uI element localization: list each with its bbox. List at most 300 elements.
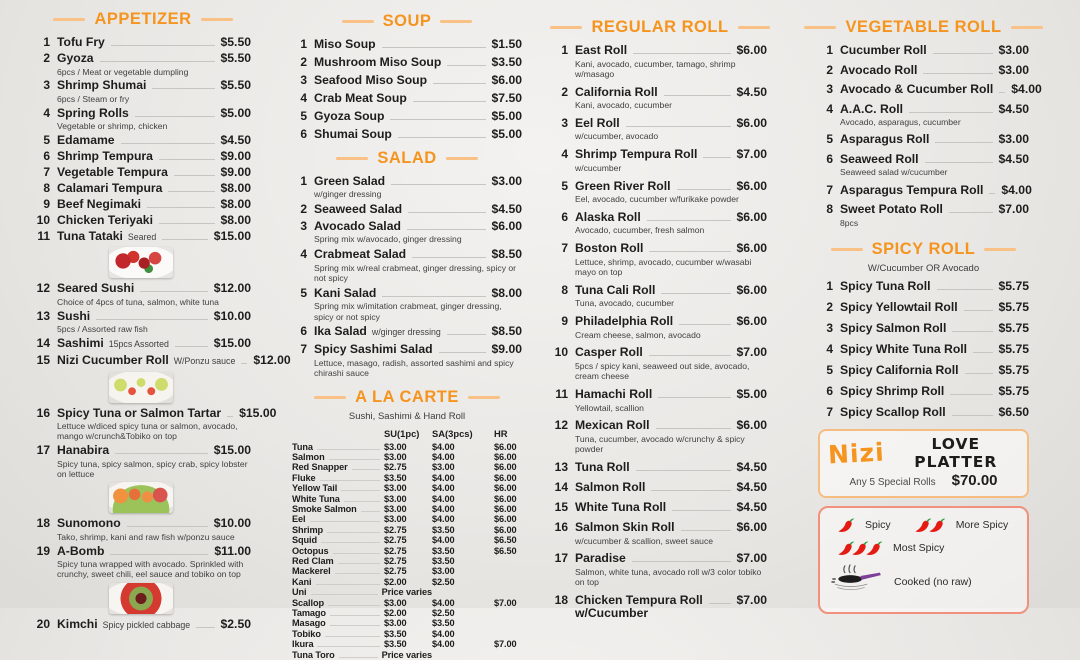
- item-number: 5: [292, 287, 314, 301]
- alacarte-item-name: Salmon: [292, 452, 325, 462]
- alacarte-sushi-price: $3.00: [384, 514, 432, 524]
- leader-line: [329, 459, 380, 460]
- menu-item: [35, 310, 251, 335]
- leader-line: [661, 293, 730, 294]
- item-name: Spicy Shrimp Roll: [840, 385, 944, 399]
- legend-row-cooked: [830, 562, 1017, 601]
- alacarte-sashimi-price: $4.00: [432, 639, 484, 649]
- alacarte-row: [292, 535, 522, 545]
- menu-item: [818, 203, 1029, 228]
- item-price: $5.75: [999, 280, 1030, 294]
- item-number: 11: [553, 388, 575, 402]
- item-price: $8.50: [492, 325, 523, 339]
- menu-item-row: [35, 107, 251, 121]
- menu-item-row: [35, 36, 251, 50]
- menu-item: [553, 594, 767, 621]
- leader-line: [127, 526, 208, 527]
- item-number: 11: [35, 230, 57, 244]
- menu-item-row: [553, 44, 767, 58]
- item-description: Vegetable or shrimp, chicken: [57, 121, 251, 131]
- item-price: $4.50: [737, 461, 768, 475]
- alacarte-sushi-price: $2.75: [384, 566, 432, 576]
- item-price: $5.50: [221, 52, 252, 66]
- menu-item: [35, 107, 251, 132]
- item-name: Salmon Skin Roll: [575, 521, 675, 535]
- alacarte-item-name: Tuna: [292, 442, 313, 452]
- spicy-roll-items: [818, 280, 1029, 420]
- leader-line: [341, 490, 380, 491]
- alacarte-sushi-price: $3.00: [384, 452, 432, 462]
- leader-line: [330, 625, 380, 626]
- pan-icon: [830, 562, 886, 601]
- item-price: $4.50: [737, 501, 768, 515]
- leader-line: [159, 159, 215, 160]
- item-description: Spring mix w/imitation crabmeat, ginger dressing, spicy or not spicy: [314, 301, 522, 322]
- alacarte-sashimi-price: $3.00: [432, 462, 484, 472]
- item-name: Tuna Tataki: [57, 230, 123, 244]
- leader-line: [352, 469, 380, 470]
- item-name: Tofu Fry: [57, 36, 105, 50]
- menu-item-row: [292, 74, 522, 88]
- item-price: $6.00: [737, 419, 768, 433]
- alacarte-row: [292, 650, 522, 660]
- item-price: $10.00: [214, 517, 251, 531]
- leader-line: [390, 119, 485, 120]
- love-platter-title-row: [828, 435, 1019, 471]
- leader-line: [672, 510, 730, 511]
- item-price: $3.00: [999, 64, 1030, 78]
- menu-item: [35, 282, 251, 307]
- item-price: $3.50: [492, 56, 523, 70]
- item-description: Seaweed salad w/cucumber: [840, 167, 1029, 177]
- menu-item-row: [553, 501, 767, 515]
- legend-row-spicy: [830, 516, 1017, 534]
- item-number: 8: [35, 182, 57, 196]
- item-number: 8: [818, 203, 840, 217]
- item-name: Spring Rolls: [57, 107, 129, 121]
- leader-line: [949, 212, 993, 213]
- alacarte-sushi-price: $3.50: [384, 473, 432, 483]
- alacarte-sa-header: SA(3pcs): [432, 428, 484, 439]
- leader-line: [115, 453, 208, 454]
- item-price: $6.00: [737, 521, 768, 535]
- menu-item-row: [292, 248, 522, 262]
- item-price: $10.00: [214, 310, 251, 324]
- menu-item-row: [292, 325, 522, 340]
- item-name: Spicy Tuna or Salmon Tartar: [57, 407, 221, 421]
- alacarte-sashimi-price: $3.50: [432, 618, 484, 628]
- item-price: $5.75: [999, 301, 1030, 315]
- alacarte-sashimi-price: $4.00: [432, 629, 484, 639]
- item-number: 14: [553, 481, 575, 495]
- leader-line: [327, 532, 380, 533]
- menu-item-row: [35, 230, 251, 245]
- item-description: Tuna, avocado, cucumber: [575, 298, 767, 308]
- item-name: Hanabira: [57, 444, 109, 458]
- menu-item-row: [818, 280, 1029, 294]
- leader-line: [140, 291, 207, 292]
- item-description: Yellowtail, scallion: [575, 403, 767, 413]
- menu-item-row: [818, 103, 1029, 117]
- alacarte-sushi-price: $2.00: [384, 577, 432, 587]
- header-dash-left: [831, 248, 863, 251]
- alacarte-handroll-price: $6.00: [484, 525, 522, 535]
- item-number: 15: [553, 501, 575, 515]
- item-number: 12: [553, 419, 575, 433]
- leader-line: [649, 355, 731, 356]
- item-price: $4.50: [737, 481, 768, 495]
- item-description: Lettuce, masago, radish, assorted sashimi and spicy chirashi sauce: [314, 358, 522, 379]
- alacarte-item-name: Tamago: [292, 608, 326, 618]
- appetizer-items: [35, 36, 251, 632]
- leader-line: [110, 554, 208, 555]
- appetizer-title: APPETIZER: [94, 10, 191, 29]
- item-inline-note: Spicy pickled cabbage: [103, 619, 191, 633]
- food-photo: [109, 482, 173, 513]
- item-number: 4: [35, 107, 57, 121]
- leader-line: [391, 184, 485, 185]
- leader-line: [633, 53, 730, 54]
- leader-line: [333, 553, 380, 554]
- item-description: w/ginger dressing: [314, 189, 522, 199]
- salad-header: [292, 149, 522, 168]
- item-number: 4: [818, 103, 840, 117]
- item-description: 8pcs: [840, 218, 1029, 228]
- item-name: California Roll: [575, 86, 658, 100]
- item-price: $6.00: [737, 211, 768, 225]
- item-name: Spicy Salmon Roll: [840, 322, 946, 336]
- header-dash-right: [1011, 26, 1043, 29]
- item-inline-note: w/ginger dressing: [372, 326, 441, 340]
- leader-line: [973, 352, 992, 353]
- leader-line: [325, 636, 380, 637]
- menu-item: [818, 133, 1029, 147]
- menu-item-row: [553, 419, 767, 433]
- alacarte-row: [292, 442, 522, 452]
- item-price: $6.00: [492, 74, 523, 88]
- item-price: $6.50: [999, 406, 1030, 420]
- menu-item: [35, 52, 251, 77]
- menu-item: [818, 103, 1029, 128]
- alacarte-sushi-price: $2.75: [384, 525, 432, 535]
- alacarte-item-name: Tuna Toro: [292, 650, 335, 660]
- item-price: $6.00: [737, 180, 768, 194]
- item-number: 9: [553, 315, 575, 329]
- leader-line: [679, 324, 730, 325]
- menu-item-row: [553, 346, 767, 360]
- leader-line: [317, 449, 380, 450]
- item-number: 13: [35, 310, 57, 324]
- spice-legend: [818, 506, 1029, 614]
- menu-item: [35, 230, 251, 279]
- item-number: 6: [553, 211, 575, 225]
- vegetable-roll-header: [818, 18, 1029, 37]
- alacarte-row: [292, 504, 522, 514]
- item-number: 3: [553, 117, 575, 131]
- item-price: $4.50: [737, 86, 768, 100]
- item-name: Salmon Roll: [575, 481, 645, 495]
- item-price: $5.00: [221, 107, 252, 121]
- item-name: Spicy White Tuna Roll: [840, 343, 967, 357]
- item-name: East Roll: [575, 44, 627, 58]
- item-price: $4.50: [999, 103, 1030, 117]
- item-name: Beef Negimaki: [57, 198, 141, 212]
- menu-item-row: [553, 461, 767, 475]
- item-description: Salmon, white tuna, avocado roll w/3 color tobiko on top: [575, 567, 767, 588]
- item-number: 17: [553, 552, 575, 566]
- item-price: $3.00: [999, 44, 1030, 58]
- alacarte-item-name: Tobiko: [292, 629, 321, 639]
- alacarte-sushi-price: Price varies: [382, 650, 432, 660]
- menu-item-row: [553, 86, 767, 100]
- alacarte-item-name: Shrimp: [292, 525, 323, 535]
- alacarte-row: [292, 473, 522, 483]
- item-name: Avocado & Cucumber Roll: [840, 83, 993, 97]
- item-price: $7.00: [737, 594, 768, 608]
- item-name: Sweet Potato Roll: [840, 203, 943, 217]
- alacarte-item-name: Ikura: [292, 639, 313, 649]
- item-price: $4.00: [1001, 184, 1032, 198]
- menu-item: [292, 203, 522, 217]
- item-name: Shrimp Tempura Roll: [575, 148, 697, 162]
- leader-line: [709, 603, 731, 604]
- leader-line: [121, 143, 215, 144]
- legend-label-more-spicy: More Spicy: [956, 519, 1009, 531]
- item-price: $9.00: [221, 166, 252, 180]
- alacarte-row: [292, 556, 522, 566]
- item-number: 6: [818, 153, 840, 167]
- item-name: Seafood Miso Soup: [314, 74, 427, 88]
- header-dash-right: [201, 18, 233, 21]
- menu-item-row: [35, 150, 251, 164]
- item-price: $15.00: [214, 337, 251, 351]
- item-name: Boston Roll: [575, 242, 643, 256]
- regular-roll-title: REGULAR ROLL: [591, 18, 728, 37]
- leader-line: [96, 319, 208, 320]
- menu-item: [553, 501, 767, 515]
- alacarte-row: [292, 546, 522, 556]
- alacarte-sushi-price: $3.00: [384, 598, 432, 608]
- item-price: $5.75: [999, 364, 1030, 378]
- alacarte-sushi-price: $3.00: [384, 494, 432, 504]
- food-photo: [109, 583, 173, 614]
- double-chili-icon: [913, 516, 948, 534]
- item-price: $5.00: [492, 128, 523, 142]
- menu-item: [292, 56, 522, 70]
- leader-line: [681, 530, 731, 531]
- item-description: Tuna, cucumber, avocado w/crunchy & spicy powder: [575, 434, 767, 455]
- leader-line: [952, 331, 992, 332]
- leader-line: [447, 334, 486, 335]
- item-price: $7.00: [737, 552, 768, 566]
- regular-roll-header: [553, 18, 767, 37]
- alacarte-item-name: Scallop: [292, 598, 324, 608]
- leader-line: [174, 175, 215, 176]
- alacarte-row: [292, 525, 522, 535]
- legend-label-spicy: Spicy: [865, 519, 891, 531]
- salad-items: [292, 175, 522, 379]
- header-dash-right: [738, 26, 770, 29]
- alacarte-handroll-price: $6.00: [484, 494, 522, 504]
- menu-item-row: [818, 203, 1029, 217]
- menu-item: [35, 182, 251, 196]
- item-description: Spicy tuna wrapped with avocado. Sprinkled with crunchy, sweet chili, eel sauce and tobiko on top: [57, 559, 251, 580]
- menu-item-row: [35, 310, 251, 324]
- item-description: Spicy tuna, spicy salmon, spicy crab, spicy lobster on lettuce: [57, 459, 251, 480]
- menu-item-row: [818, 184, 1029, 198]
- alacarte-row: [292, 587, 522, 597]
- menu-item: [553, 346, 767, 381]
- alacarte-row: [292, 629, 522, 639]
- item-price: $4.50: [492, 203, 523, 217]
- item-price: $6.00: [492, 220, 523, 234]
- alacarte-item-name: Yellow Tail: [292, 483, 337, 493]
- item-name: Paradise: [575, 552, 626, 566]
- menu-item: [35, 407, 251, 442]
- item-number: 7: [292, 343, 314, 357]
- item-name: Spicy Scallop Roll: [840, 406, 946, 420]
- alacarte-sushi-price: $3.50: [384, 639, 432, 649]
- item-description: 6pcs / Steam or fry: [57, 94, 251, 104]
- leader-line: [651, 490, 730, 491]
- leader-line: [636, 470, 731, 471]
- salad-title: SALAD: [377, 149, 436, 168]
- soup-items: [292, 38, 522, 142]
- alacarte-sushi-price: $2.75: [384, 535, 432, 545]
- alacarte-row: [292, 639, 522, 649]
- leader-line: [311, 594, 378, 595]
- menu-item: [818, 280, 1029, 294]
- alacarte-handroll-price: $6.00: [484, 442, 522, 452]
- alacarte-sushi-price: $2.75: [384, 556, 432, 566]
- item-price: $9.00: [492, 343, 523, 357]
- header-dash-left: [53, 18, 85, 21]
- item-number: 7: [35, 166, 57, 180]
- menu-item-row: [292, 343, 522, 357]
- menu-item-row: [553, 594, 767, 608]
- item-number: 2: [35, 52, 57, 66]
- menu-item-row: [35, 134, 251, 148]
- leader-line: [168, 191, 214, 192]
- item-description: Lettuce, shrimp, avocado, cucumber w/wasabi mayo on top: [575, 257, 767, 278]
- menu-item-row: [35, 444, 251, 458]
- menu-item: [292, 175, 522, 200]
- item-number: 18: [35, 517, 57, 531]
- item-number: 20: [35, 618, 57, 632]
- item-name: Gyoza Soup: [314, 110, 384, 124]
- alacarte-table: [292, 442, 522, 660]
- item-price: $15.00: [239, 407, 276, 421]
- vegetable-roll-title: VEGETABLE ROLL: [845, 18, 1001, 37]
- item-name: Cucumber Roll: [840, 44, 927, 58]
- menu-item-row: [818, 322, 1029, 336]
- item-description: w/cucumber, avocado: [575, 131, 767, 141]
- alacarte-row: [292, 577, 522, 587]
- spicy-roll-title: SPICY ROLL: [872, 240, 976, 259]
- item-description: Kani, avocado, cucumber, tamago, shrimp w/masago: [575, 59, 767, 80]
- item-name: Miso Soup: [314, 38, 376, 52]
- item-number: 17: [35, 444, 57, 458]
- item-name: Seared Sushi: [57, 282, 134, 296]
- soup-title: SOUP: [383, 12, 432, 31]
- menu-item-row: [818, 385, 1029, 399]
- item-name: Alaska Roll: [575, 211, 641, 225]
- item-name: Seaweed Salad: [314, 203, 402, 217]
- menu-item: [818, 322, 1029, 336]
- alacarte-subtitle: Sushi, Sashimi & Hand Roll: [292, 411, 522, 422]
- menu-item-row: [35, 198, 251, 212]
- leader-line: [382, 296, 485, 297]
- leader-line: [100, 61, 215, 62]
- menu-item: [553, 242, 767, 277]
- item-number: 1: [818, 44, 840, 58]
- menu-item-row: [35, 79, 251, 93]
- alacarte-sushi-price: $2.75: [384, 546, 432, 556]
- item-name: Shrimp Tempura: [57, 150, 153, 164]
- menu-item: [553, 148, 767, 173]
- menu-item: [818, 406, 1029, 420]
- menu-item: [818, 153, 1029, 178]
- menu-item: [818, 184, 1029, 198]
- alacarte-item-name: Octopus: [292, 546, 329, 556]
- item-price: $8.50: [492, 248, 523, 262]
- alacarte-item-name: Squid: [292, 535, 317, 545]
- item-name: Mexican Roll: [575, 419, 650, 433]
- menu-item-row: [553, 284, 767, 298]
- menu-item-row: [818, 44, 1029, 58]
- menu-item: [553, 117, 767, 142]
- alacarte-hr-header: HR: [484, 428, 522, 439]
- menu-item-row: [818, 153, 1029, 167]
- soup-salad-column: [292, 12, 522, 660]
- header-dash-left: [342, 20, 374, 23]
- item-price: $5.00: [737, 388, 768, 402]
- leader-line: [952, 415, 993, 416]
- menu-item-row: [553, 388, 767, 402]
- item-name: Avocado Roll: [840, 64, 917, 78]
- item-description: Kani, avocado, cucumber: [575, 100, 767, 110]
- leader-line: [330, 615, 380, 616]
- item-description: Lettuce w/diced spicy tuna or salmon, avocado, mango w/crunch&Tobiko on top: [57, 421, 251, 442]
- item-price: $5.75: [999, 343, 1030, 357]
- menu-item: [553, 315, 767, 340]
- item-number: 2: [292, 56, 314, 70]
- alacarte-item-name: Smoke Salmon: [292, 504, 357, 514]
- alacarte-sushi-price: Price varies: [382, 587, 432, 597]
- triple-chili-icon: [836, 539, 885, 557]
- menu-item-row: [818, 301, 1029, 315]
- item-name: Tuna Roll: [575, 461, 630, 475]
- item-number: 4: [292, 92, 314, 106]
- item-number: 12: [35, 282, 57, 296]
- item-number: 14: [35, 337, 57, 351]
- item-price: $15.00: [214, 230, 251, 244]
- item-name: Chicken Tempura Roll: [575, 594, 703, 608]
- item-price: $12.00: [253, 354, 290, 368]
- alacarte-item-name: Fluke: [292, 473, 316, 483]
- menu-item-row: [553, 552, 767, 566]
- alacarte-sashimi-price: $4.00: [432, 598, 484, 608]
- menu-item: [292, 325, 522, 340]
- menu-item: [35, 214, 251, 228]
- item-price: $2.50: [221, 618, 252, 632]
- item-name: Shumai Soup: [314, 128, 392, 142]
- leader-line: [344, 501, 380, 502]
- item-number: 6: [35, 150, 57, 164]
- menu-item-row: [35, 517, 251, 531]
- item-number: 6: [292, 325, 314, 339]
- menu-item-row: [553, 315, 767, 329]
